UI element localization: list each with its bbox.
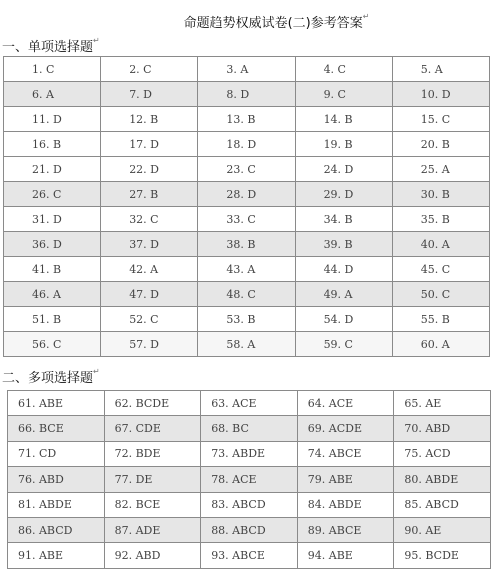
answer-cell: 71. CD [8, 441, 105, 466]
answer-cell: 35. B [392, 207, 489, 232]
answer-cell: 3. A [198, 57, 295, 82]
answer-cell: 79. ABE [297, 467, 394, 492]
table-row [4, 207, 490, 232]
table-row [8, 543, 491, 568]
answer-cell: 59. C [295, 332, 392, 357]
answer-cell: 54. D [295, 307, 392, 332]
answer-cell: 63. ACE [201, 391, 298, 416]
answer-cell: 89. ABCE [297, 517, 394, 542]
table-row [8, 517, 491, 542]
title-text: 命题趋势权威试卷(二)参考答案 [183, 16, 363, 31]
answer-cell: 43. A [198, 257, 295, 282]
answer-cell: 49. A [295, 282, 392, 307]
answer-cell: 58. A [198, 332, 295, 357]
table-row [4, 82, 490, 107]
answer-cell: 38. B [198, 232, 295, 257]
table-row [8, 416, 491, 441]
answer-cell: 12. B [101, 107, 198, 132]
answer-cell: 83. ABCD [201, 492, 298, 517]
answer-cell: 33. C [198, 207, 295, 232]
answer-cell: 56. C [4, 332, 101, 357]
table-row [4, 132, 490, 157]
answer-cell: 65. AE [394, 391, 491, 416]
table-row [4, 107, 490, 132]
answer-cell: 27. B [101, 182, 198, 207]
answer-cell: 7. D [101, 82, 198, 107]
answer-cell: 9. C [295, 82, 392, 107]
answer-cell: 14. B [295, 107, 392, 132]
answer-cell: 84. ABDE [297, 492, 394, 517]
answer-cell: 92. ABD [104, 543, 201, 568]
answer-cell: 82. BCE [104, 492, 201, 517]
answer-cell: 18. D [198, 132, 295, 157]
answer-cell: 52. C [101, 307, 198, 332]
answer-cell: 11. D [4, 107, 101, 132]
answer-cell: 8. D [198, 82, 295, 107]
answer-cell: 34. B [295, 207, 392, 232]
answer-cell: 60. A [392, 332, 489, 357]
answer-cell: 47. D [101, 282, 198, 307]
answer-cell: 37. D [101, 232, 198, 257]
answer-cell: 55. B [392, 307, 489, 332]
answer-cell: 53. B [198, 307, 295, 332]
answer-cell: 67. CDE [104, 416, 201, 441]
answer-cell: 69. ACDE [297, 416, 394, 441]
answer-cell: 45. C [392, 257, 489, 282]
table-row [8, 467, 491, 492]
answer-cell: 64. ACE [297, 391, 394, 416]
answer-cell: 41. B [4, 257, 101, 282]
answer-cell: 75. ACD [394, 441, 491, 466]
answer-cell: 72. BDE [104, 441, 201, 466]
answer-cell: 40. A [392, 232, 489, 257]
answer-cell: 24. D [295, 157, 392, 182]
section-heading-text: 一、单项选择题 [2, 40, 94, 55]
section-heading-single-choice [2, 36, 100, 55]
table-row [4, 182, 490, 207]
answer-cell: 91. ABE [8, 543, 105, 568]
answer-cell: 78. ACE [201, 467, 298, 492]
answer-cell: 85. ABCD [394, 492, 491, 517]
answer-cell: 21. D [4, 157, 101, 182]
table-row [4, 232, 490, 257]
answer-cell: 62. BCDE [104, 391, 201, 416]
section-heading-text: 二、多项选择题 [2, 371, 94, 386]
answer-cell: 87. ADE [104, 517, 201, 542]
table-row [8, 391, 491, 416]
answer-cell: 77. DE [104, 467, 201, 492]
answer-cell: 32. C [101, 207, 198, 232]
multiple-choice-answer-table [7, 390, 491, 569]
table-row [8, 492, 491, 517]
answer-cell: 10. D [392, 82, 489, 107]
answer-cell: 2. C [101, 57, 198, 82]
answer-cell: 88. ABCD [201, 517, 298, 542]
single-choice-answer-table [3, 56, 490, 357]
answer-cell: 42. A [101, 257, 198, 282]
answer-cell: 29. D [295, 182, 392, 207]
table-row [4, 157, 490, 182]
return-mark: ↵ [93, 367, 100, 376]
answer-cell: 46. A [4, 282, 101, 307]
answer-cell: 57. D [101, 332, 198, 357]
page-title [0, 12, 493, 31]
answer-cell: 20. B [392, 132, 489, 157]
table-row [4, 332, 490, 357]
answer-cell: 70. ABD [394, 416, 491, 441]
answer-cell: 94. ABE [297, 543, 394, 568]
answer-cell: 6. A [4, 82, 101, 107]
answer-cell: 95. BCDE [394, 543, 491, 568]
table-row [4, 257, 490, 282]
return-mark: ↵ [93, 36, 100, 45]
answer-cell: 86. ABCD [8, 517, 105, 542]
return-mark: ↵ [362, 12, 370, 21]
table-row [8, 441, 491, 466]
answer-cell: 4. C [295, 57, 392, 82]
answer-cell: 28. D [198, 182, 295, 207]
answer-cell: 25. A [392, 157, 489, 182]
answer-cell: 22. D [101, 157, 198, 182]
answer-cell: 17. D [101, 132, 198, 157]
answer-cell: 16. B [4, 132, 101, 157]
answer-cell: 5. A [392, 57, 489, 82]
answer-cell: 23. C [198, 157, 295, 182]
answer-cell: 13. B [198, 107, 295, 132]
answer-cell: 15. C [392, 107, 489, 132]
answer-cell: 74. ABCE [297, 441, 394, 466]
answer-cell: 51. B [4, 307, 101, 332]
answer-cell: 68. BC [201, 416, 298, 441]
answer-cell: 61. ABE [8, 391, 105, 416]
table-row [4, 282, 490, 307]
section-heading-multiple-choice [2, 367, 100, 386]
answer-cell: 19. B [295, 132, 392, 157]
answer-cell: 44. D [295, 257, 392, 282]
answer-cell: 1. C [4, 57, 101, 82]
answer-cell: 66. BCE [8, 416, 105, 441]
answer-cell: 76. ABD [8, 467, 105, 492]
answer-cell: 90. AE [394, 517, 491, 542]
answer-cell: 39. B [295, 232, 392, 257]
answer-cell: 26. C [4, 182, 101, 207]
answer-cell: 80. ABDE [394, 467, 491, 492]
answer-cell: 30. B [392, 182, 489, 207]
answer-cell: 50. C [392, 282, 489, 307]
table-row [4, 57, 490, 82]
answer-cell: 93. ABCE [201, 543, 298, 568]
answer-cell: 48. C [198, 282, 295, 307]
answer-cell: 81. ABDE [8, 492, 105, 517]
answer-cell: 31. D [4, 207, 101, 232]
table-row [4, 307, 490, 332]
answer-cell: 73. ABDE [201, 441, 298, 466]
answer-cell: 36. D [4, 232, 101, 257]
